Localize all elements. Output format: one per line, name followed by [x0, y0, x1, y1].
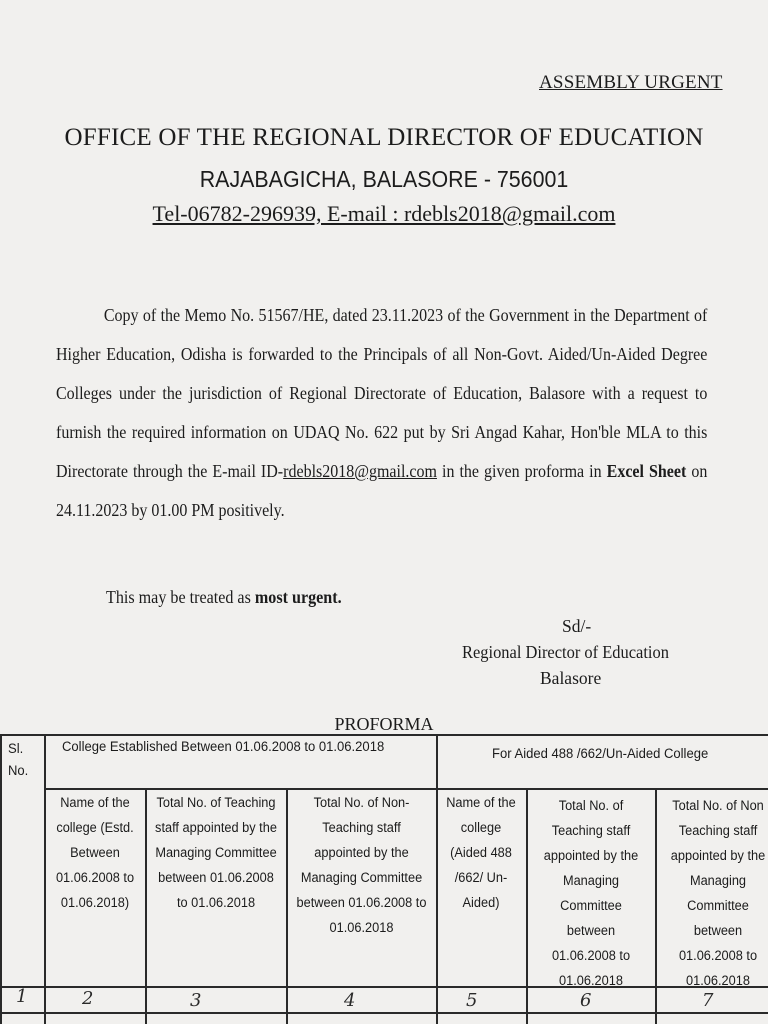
table-col-divider: [655, 788, 657, 1024]
office-contact: Tel-06782-296939, E-mail : rdebls2018@gmail.com: [152, 201, 616, 226]
urgency-note: [106, 587, 342, 608]
urgency-note-bold: most urgent.: [254, 587, 342, 607]
column-number: 3: [190, 990, 202, 1011]
group-header-established: College Established Between 01.06.2008 to 01.06.2018: [62, 739, 385, 755]
memo-text-3: on 24.11.2023 by 01.00 PM positively.: [56, 461, 708, 520]
column-number: 4: [344, 990, 356, 1011]
table-col-divider: [145, 788, 147, 1024]
column-header: Total No. of Teaching staff appointed by the Managing Committee between 01.06.2008 to 01.06.2018: [155, 795, 277, 911]
office-title-text: OFFICE OF THE REGIONAL DIRECTOR OF EDUCATION: [64, 124, 704, 151]
proforma-title-text: PROFORMA: [334, 714, 434, 734]
column-header: Name of the college (Estd. Between 01.06.2008 to 01.06.2018): [55, 795, 135, 911]
memo-paragraph: [56, 296, 707, 530]
table-number-row-top: [0, 986, 768, 988]
column-number: 5: [466, 990, 478, 1011]
column-number: 1: [16, 986, 28, 1007]
signature-mark: Sd/-: [562, 616, 592, 636]
column-header: Total No. of Non Teaching staff appointed by the Managing Committee between 01.06.2008 to 01.06.2018: [670, 798, 766, 989]
table-border-top: [0, 734, 768, 736]
column-number: 6: [580, 990, 592, 1011]
excel-sheet-bold: Excel Sheet: [606, 461, 687, 481]
urgency-note-text: This may be treated as: [106, 587, 255, 607]
column-number: 2: [82, 988, 94, 1009]
sl-no-header: Sl. No.: [8, 741, 29, 779]
column-number: 7: [702, 990, 714, 1011]
table-group-divider: [44, 788, 768, 790]
signature-place: Balasore: [540, 668, 602, 688]
office-address: RAJABAGICHA, BALASORE - 756001: [199, 166, 569, 192]
memo-text-2: in the given proforma in: [436, 461, 607, 481]
signature-designation: Regional Director of Education: [462, 642, 669, 662]
table-border-left: [0, 734, 2, 1024]
urgency-label: ASSEMBLY URGENT: [539, 72, 723, 93]
table-col-divider: [526, 788, 528, 1024]
office-title: [0, 124, 768, 152]
table-col-divider: [436, 734, 438, 1024]
memo-text-1: Copy of the Memo No. 51567/HE, dated 23.11.2023 of the Government in the Department of Higher Education, Odisha is forwarded to the Principals of all Non-Govt. Aided/Un-Aided Degree Colleges under the jurisdiction of Regional Directorate of Education, Balasore with a request to furnish the required information on UDAQ No. 622 put by Sri Angad Kahar, Hon'ble MLA to this Directorate through the E-mail ID-: [56, 305, 708, 481]
proforma-title: [0, 714, 768, 735]
table-col-divider: [44, 734, 46, 1024]
column-header: Total No. of Non-Teaching staff appointed by the Managing Committee between 01.06.2008 to 01.06.2018: [296, 795, 427, 936]
column-header: Name of the college (Aided 488 /662/ Un-Aided): [446, 795, 516, 911]
table-number-row-bottom: [0, 1012, 768, 1014]
table-col-divider: [286, 788, 288, 1024]
email-link[interactable]: rdebls2018@gmail.com: [283, 461, 437, 481]
group-header-aided: For Aided 488 /662/Un-Aided College: [492, 746, 709, 762]
column-header: Total No. of Teaching staff appointed by the Managing Committee between 01.06.2008 to 01.06.2018: [543, 798, 639, 989]
proforma-table: [0, 734, 768, 1024]
